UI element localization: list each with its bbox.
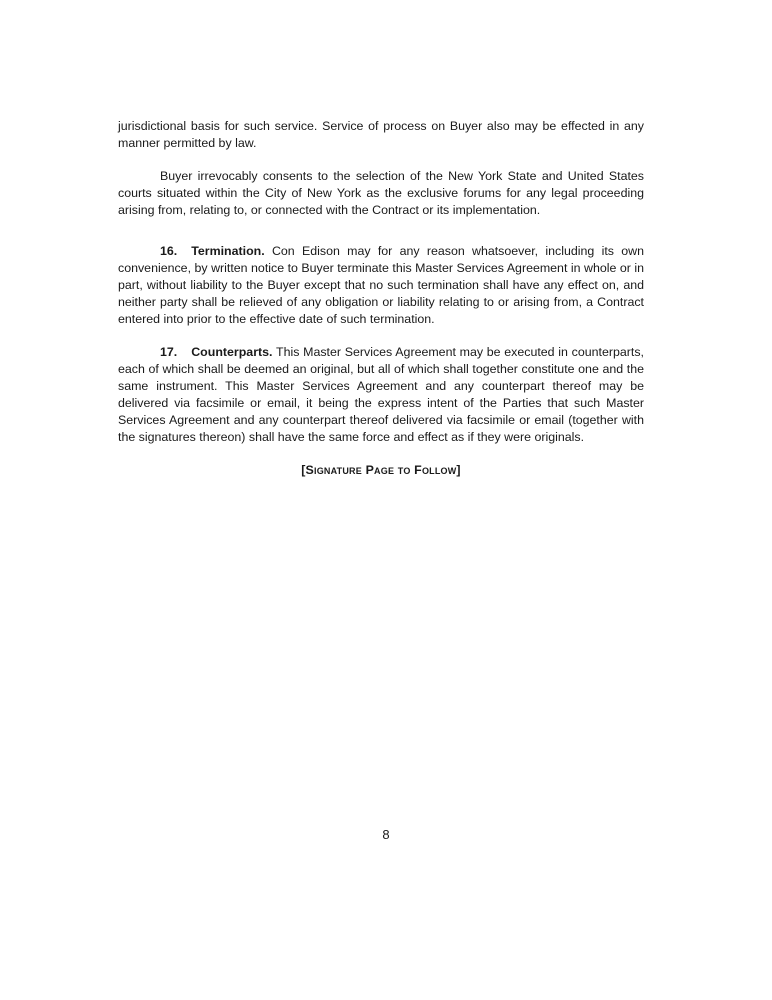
continuation-paragraph: jurisdictional basis for such service. Service of process on Buyer also may be effected in any manner permitted by law. (118, 119, 644, 150)
signature-page-notice: [Signature Page to Follow] (301, 463, 461, 477)
section-16-title: Termination. (191, 244, 265, 258)
section-17-number: 17. (160, 345, 178, 359)
page-number: 8 (382, 827, 390, 842)
section-16-number: 16. (160, 244, 178, 258)
section-16-text: Con Edison may for any reason whatsoever, including its own convenience, by written notice to Buyer terminate this Master Services Agreement in whole or in part, without liability to the Buyer except that no such termination shall have any effect on, and neither party shall be relieved of any obligation or liability relating to or arising from, a Contract entered into prior to the effective date of such termination. (118, 244, 645, 326)
section-17-counterparts (118, 344, 644, 446)
consent-paragraph: Buyer irrevocably consents to the selection of the New York State and United States courts situated within the City of New York as the exclusive forums for any legal proceeding arising from, relating to, or connected with the Contract or its implementation. (118, 169, 644, 217)
document-body (118, 118, 644, 479)
section-16-termination (118, 243, 644, 328)
section-17-title: Counterparts. (191, 345, 273, 359)
section-17-text: This Master Services Agreement may be executed in counterparts, each of which shall be deemed an original, but all of which shall together constitute one and the same instrument. This Master Services Agreement and any counterpart thereof may be delivered via facsimile or email, it being the express intent of the Parties that such Master Services Agreement and any counterpart thereof delivered via facsimile or email (together with the signatures thereon) shall have the same force and effect as if they were originals. (118, 345, 644, 444)
